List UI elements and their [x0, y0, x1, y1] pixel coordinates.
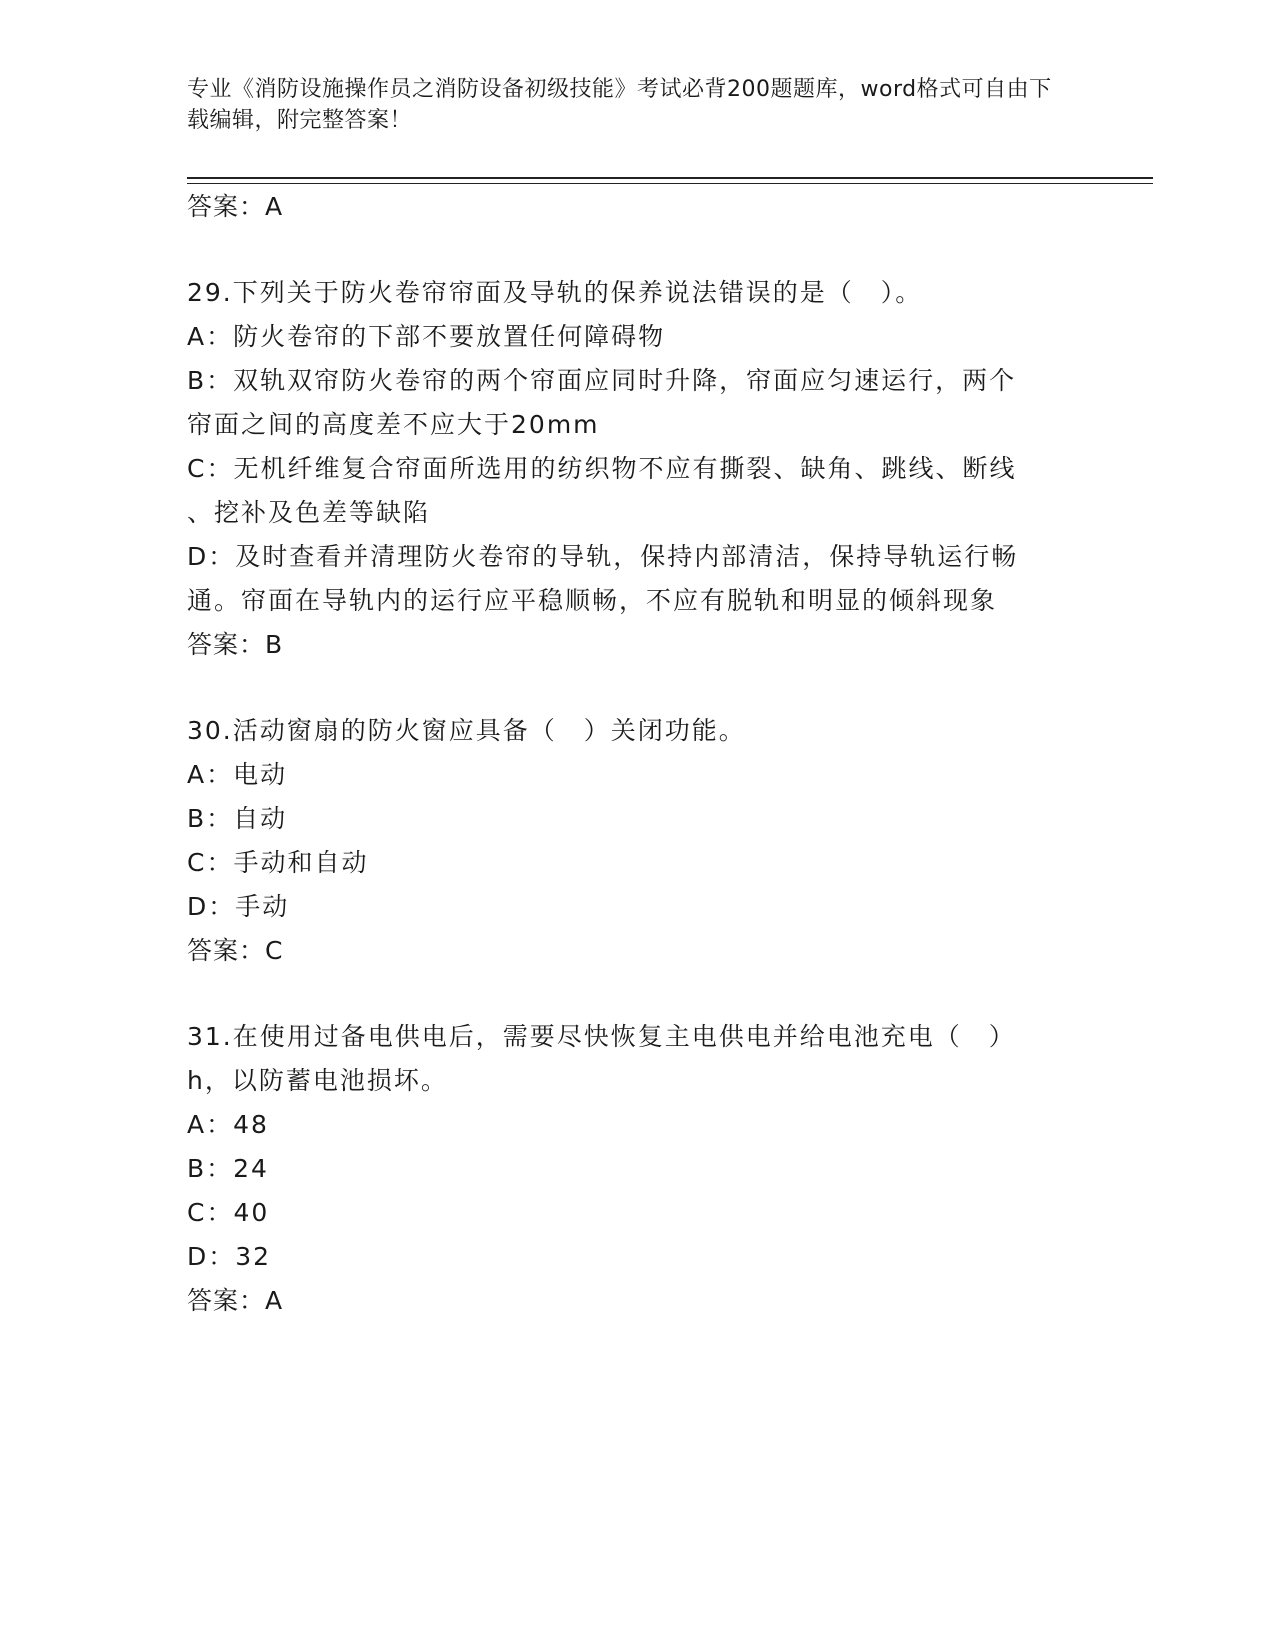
- question-31-option-c: C：40: [187, 1198, 270, 1227]
- question-31-option-b: B：24: [187, 1154, 269, 1183]
- question-29-option-d-line1: D：及时查看并清理防火卷帘的导轨，保持内部清洁，保持导轨运行畅: [187, 542, 1019, 571]
- question-30-option-b: B：自动: [187, 804, 288, 833]
- question-31-stem-line1: 31.在使用过备电供电后，需要尽快恢复主电供电并给电池充电（ ）: [187, 1022, 1016, 1051]
- question-29-option-a: A：防火卷帘的下部不要放置任何障碍物: [187, 322, 666, 351]
- question-31-option-a: A：48: [187, 1110, 269, 1139]
- question-30-option-c: C：手动和自动: [187, 848, 369, 877]
- question-31-stem-line2: h，以防蓄电池损坏。: [187, 1066, 448, 1095]
- question-29-option-d-line2: 通。帘面在导轨内的运行应平稳顺畅，不应有脱轨和明显的倾斜现象: [187, 586, 998, 615]
- question-31-option-d: D：32: [187, 1242, 272, 1271]
- question-31-answer: 答案：A: [187, 1286, 284, 1315]
- question-30-answer: 答案：C: [187, 936, 284, 965]
- question-29-option-b-line1: B：双轨双帘防火卷帘的两个帘面应同时升降，帘面应匀速运行，两个: [187, 366, 1017, 395]
- question-30-stem: 30.活动窗扇的防火窗应具备（ ）关闭功能。: [187, 716, 746, 745]
- question-29-stem: 29.下列关于防火卷帘帘面及导轨的保养说法错误的是（ ）。: [187, 278, 923, 307]
- question-29-answer: 答案：B: [187, 630, 284, 659]
- question-30-option-a: A：电动: [187, 760, 288, 789]
- question-29-option-c-line2: 、挖补及色差等缺陷: [187, 498, 431, 527]
- document-header: 专业《消防设施操作员之消防设备初级技能》考试必背200题题库，word格式可自由下载编辑，附完整答案！: [187, 77, 1052, 133]
- question-29-option-b-line2: 帘面之间的高度差不应大于20mm: [187, 410, 600, 439]
- question-30-option-d: D：手动: [187, 892, 290, 921]
- question-29-option-c-line1: C：无机纤维复合帘面所选用的纺织物不应有撕裂、缺角、跳线、断线: [187, 454, 1017, 483]
- answer-previous: 答案：A: [187, 192, 284, 221]
- header-divider-thin: [187, 183, 1153, 184]
- header-divider-thick: [187, 177, 1153, 179]
